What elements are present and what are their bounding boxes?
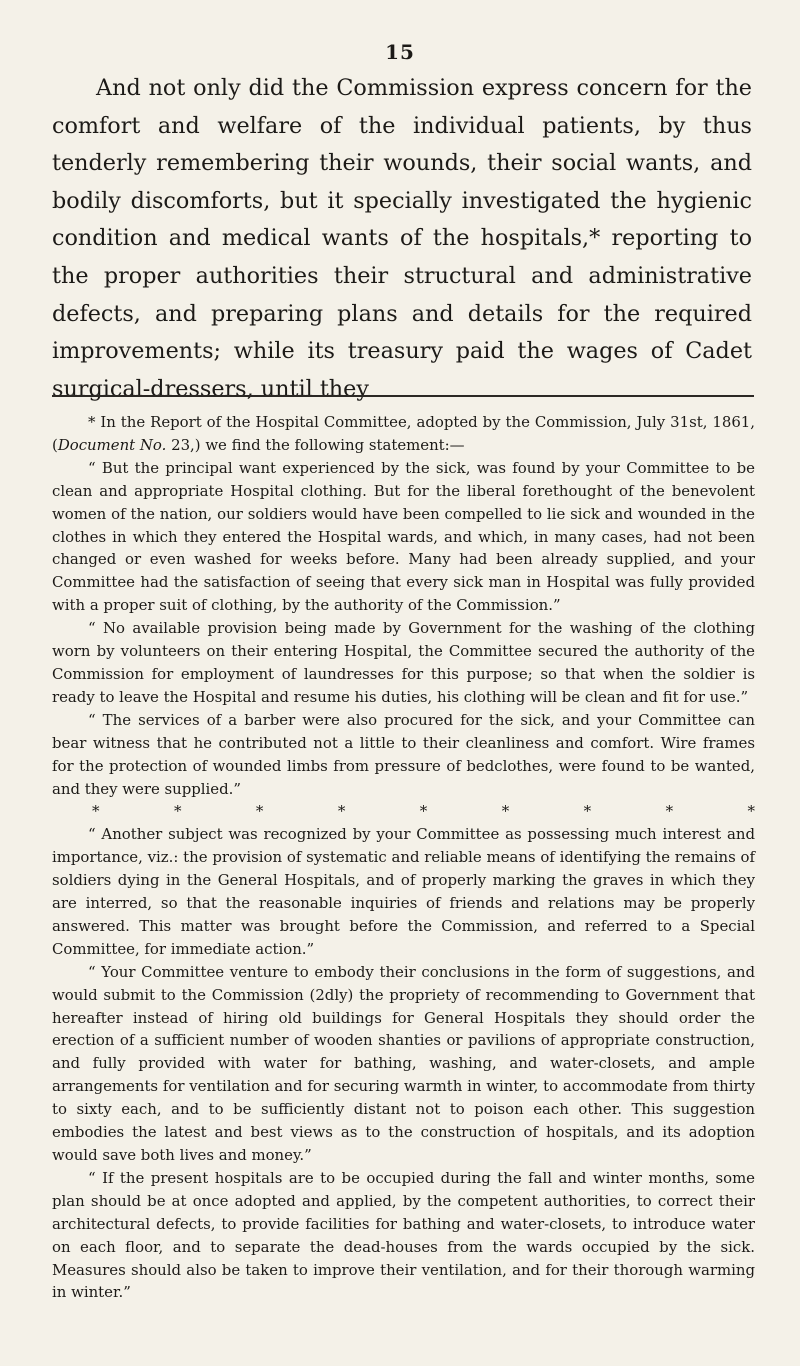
star: * [92,802,100,821]
footnote-quote-identification: “ Another subject was recognized by your Committee as possessing much interest and importance, viz.: the provision of systematic and reliable means of identifying the remains of soldiers dying in the General Hospitals, and of properly marking the graves in which they are interred, so that the reasonable inquiries of friends and relations may be properly answered. This matter was brought before the Commission, and referred to a Special Committee, for immediate action.” [52,825,755,958]
star: * [419,802,428,821]
star: * [501,802,510,821]
star: * [665,802,674,821]
star: * [583,802,592,821]
footnote-intro-start: * In the Report of the Hospital Committee, adopted by the Commission, July 31st, 1861, ( [52,413,755,454]
ellipsis-stars [52,800,755,823]
star: * [255,802,264,821]
footnote-quote-clothing: “ But the principal want experienced by the sick, was found by your Committee to be clean and appropriate Hospital clothing. But for the liberal forethought of the benevolent women of the nation, our soldiers would have been compelled to lie sick and wounded in the clothes in which they entered the Hospital wards, and which, in many cases, had not been changed or even washed for weeks before. Many had been already supplied, and your Committee had the satisfaction of seeing that every sick man in Hospital was fully provided with a proper suit of clothing, by the authority of the Commission.” [52,458,755,615]
star: * [173,802,182,821]
footnote-intro [52,411,755,457]
page-number: 15 [385,40,415,64]
star: * [337,802,346,821]
footnote-document-ref: Document No. [57,435,167,454]
footnote-quote-barber: “ The services of a barber were also procured for the sick, and your Committee can bear witness that he contributed not a little to their cleanliness and comfort. Wire frames for the protection of wounded limbs from pressure of bedclothes, were found to be wanted, and they were supplied.” [52,710,755,798]
star: * [747,802,755,821]
main-paragraph: And not only did the Commission express concern for the comfort and welfare of the individual patients, by thus tenderly remembering their wounds, their social wants, and bodily discomforts, but it specially investigated the hygienic condition and medical wants of the hospitals,* reporting to the proper authorities their structural and administrative defects, and preparing plans and details for the required improvements; while its treasury paid the wages of Cadet surgical-dressers, until they [52,75,752,402]
footnote-quote-pavilions: “ Your Committee venture to embody their conclusions in the form of suggestions, and would submit to the Commission (2dly) the propriety of recommending to Government that hereafter instead of hiring old buildings for General Hospitals they should order the erection of a sufficient number of wooden shanties or pavilions of appropriate construction, and fully provided with water for bathing, washing, and water-closets, and ample arrangements for ventilation and for securing warmth in winter, to accommodate from thirty to sixty each, and to be sufficiently distant not to poison each other. This suggestion embodies the latest and best views as to the construction of hospitals, and its adoption would save both lives and money.” [52,962,755,1164]
footnote-quote-washing: “ No available provision being made by Government for the washing of the clothing worn by volunteers on their entering Hospital, the Committee secured the authority of the Commission for employment of laundresses for this purpose; so that when the soldier is ready to leave the Hospital and resume his duties, his clothing will be clean and fit for use.” [52,619,755,706]
footnote-divider [52,395,754,397]
footnote-quote-present-hospitals: “ If the present hospitals are to be occupied during the fall and winter months, some plan should be at once adopted and applied, by the competent authorities, to correct their architectural defects, to provide facilities for bathing and water-closets, to introduce water on each floor, and to separate the dead-houses from the wards occupied by the sick. Measures should also be taken to improve their ventilation, and for their thorough warming in winter.” [52,1168,755,1302]
footnote-intro-end: 23,) we find the following statement:— [166,435,465,454]
footnote [52,411,755,1304]
